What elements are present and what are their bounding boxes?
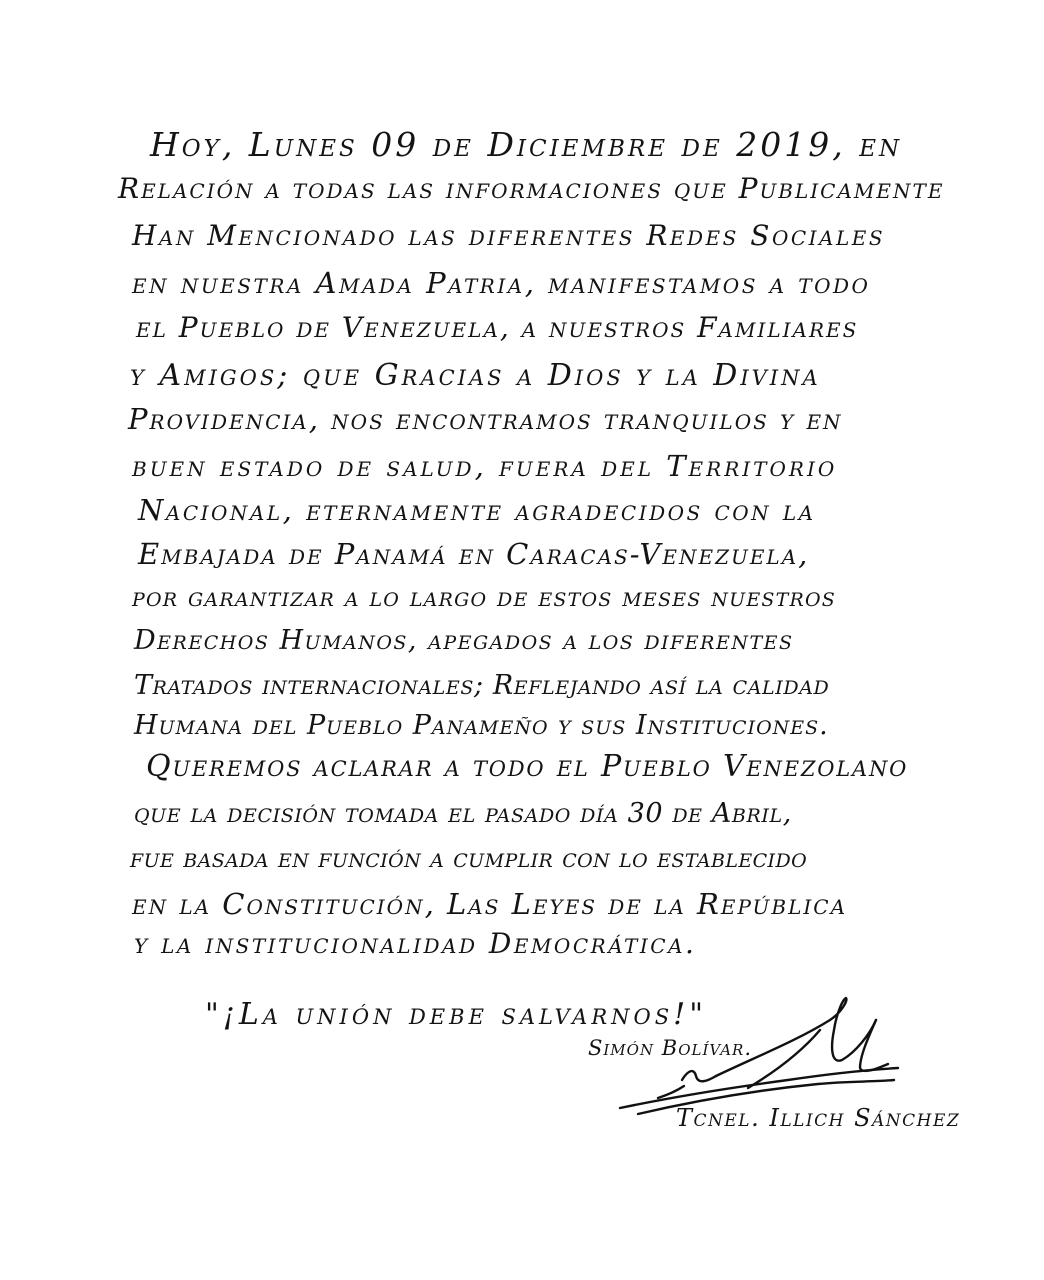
letter-line-16: que la decisión tomada el pasado día 30 de Abril, [134,798,792,829]
letter-line-17: fue basada en función a cumplir con lo establecido [130,843,808,874]
letter-line-9: Nacional, eternamente agradecidos con la [138,493,816,527]
letter-line-2: Relación a todas las informaciones que Publicamente [118,172,945,205]
letter-line-10: Embajada de Panamá en Caracas-Venezuela, [138,537,810,571]
bolivar-quote: "¡La unión debe salvarnos!" [205,997,707,1032]
letter-line-5: el Pueblo de Venezuela, a nuestros Familiares [136,311,859,344]
letter-line-4: en nuestra Amada Patria, manifestamos a todo [132,266,871,300]
letter-line-7: Providencia, nos encontramos tranquilos y en [128,402,843,436]
letter-line-13: Tratados internacionales; Reflejando así la calidad [134,670,830,701]
letter-line-6: y Amigos; que Gracias a Dios y la Divina [130,358,821,393]
letter-line-8: buen estado de salud, fuera del Territorio [132,449,838,483]
letter-line-1: Hoy, Lunes 09 de Diciembre de 2019, en [150,125,903,164]
letter-line-12: Derechos Humanos, apegados a los diferentes [134,625,794,656]
letter-line-14: Humana del Pueblo Panameño y sus Instituciones. [134,710,829,741]
letter-line-18: en la Constitución, Las Leyes de la República [132,887,848,921]
quote-author: Simón Bolívar. [588,1036,752,1060]
letter-line-3: Han Mencionado las diferentes Redes Sociales [132,219,886,252]
letter-line-19: y la institucionalidad Democrática. [134,927,697,960]
letter-line-11: por garantizar a lo largo de estos meses nuestros [132,582,836,613]
letter-line-15: Queremos aclarar a todo el Pueblo Venezolano [146,749,909,784]
signature-name: Tcnel. Illich Sánchez [676,1104,961,1132]
